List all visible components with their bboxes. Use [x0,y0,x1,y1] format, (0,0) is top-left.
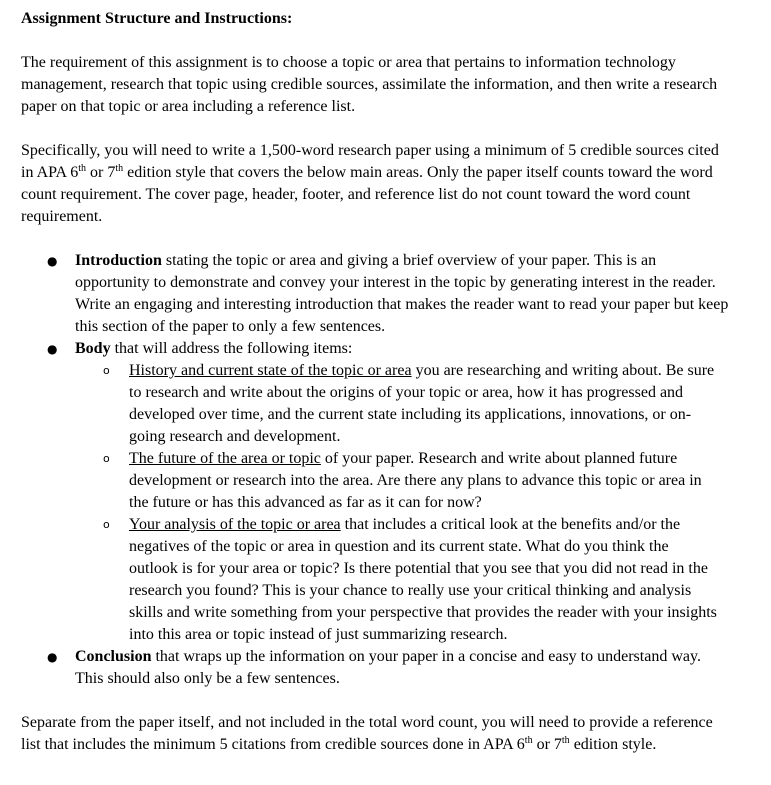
bullet-conclusion [21,646,729,690]
sub-item-history [75,360,717,448]
body-label: Body [75,340,111,357]
history-text: you are researching and writing about. Be sure to research and write about the origins of your topic or area, how it has progressed and developed over time, and the current state including its applications, innovations, or on-going research and development. [129,362,715,445]
main-bullet-list [21,250,761,690]
body-text: that will address the following items: [110,340,353,357]
analysis-text: that includes a critical look at the benefits and/or the negatives of the topic or area in question and its current state. What do you think the outlook is for your area or topic? Is there potential that you see that you did not read in the research you found? This is your chance to really use your critical thinking and analysis skills and write something from your perspective that provides the reader with your insights into this area or topic instead of just summarizing research. [129,516,717,643]
body-sub-list [75,360,729,646]
ref-superscript-1: th [524,735,533,746]
requirement-paragraph: The requirement of this assignment is to choose a topic or area that pertains to information technology management, research that topic using credible sources, assimilate the information, and then write a research paper on that topic or area including a reference list. [21,54,718,115]
analysis-underlined: Your analysis of the topic or area [129,516,341,533]
spec-superscript-2: th [115,163,124,174]
ref-superscript-2: th [561,735,570,746]
circle-bullet-icon: o [103,452,110,465]
section-heading: Assignment Structure and Instructions: [21,10,293,27]
spec-text-a: Specifically, you will need to write a 1,500-word research paper using a minimum of 5 credible sources cited in APA 6 [21,142,719,181]
ref-text-b: or 7 [532,736,562,753]
bullet-dot-icon: ● [47,342,58,356]
ref-text-a: Separate from the paper itself, and not included in the total word count, you will need to provide a reference list that includes the minimum 5 citations from credible sources done in APA 6 [21,714,713,753]
circle-bullet-icon: o [103,364,110,377]
bullet-body [21,338,729,646]
reference-paragraph [21,712,731,756]
ref-text-c: edition style. [569,736,657,753]
sub-item-analysis [75,514,717,646]
specification-paragraph [21,140,731,228]
future-underlined: The future of the area or topic [129,450,321,467]
bullet-dot-icon: ● [47,254,58,268]
conclusion-label: Conclusion [75,648,152,665]
introduction-text: stating the topic or area and giving a brief overview of your paper. This is an opportunity to demonstrate and convey your interest in the topic by generating interest in the reader. Write an engaging and interesting introduction that makes the reader want to read your paper but keep this section of the paper to only a few sentences. [75,252,729,335]
history-underlined: History and current state of the topic or area [129,362,412,379]
spec-text-c: edition style that covers the below main areas. Only the paper itself counts toward the word count requirement. The cover page, header, footer, and reference list do not count toward the word count requirement. [21,164,713,225]
circle-bullet-icon: o [103,518,110,531]
spec-superscript-1: th [78,163,86,174]
future-text: of your paper. Research and write about planned future development or research into the area. Are there any plans to advance this topic or area in the future or has this advanced as far as it can for now? [129,450,702,511]
document-page [21,8,761,778]
bullet-dot-icon: ● [47,650,58,664]
bullet-introduction [21,250,729,338]
sub-item-future [75,448,717,514]
conclusion-text: that wraps up the information on your paper in a concise and easy to understand way. This should also only be a few sentences. [75,648,701,687]
spec-text-b: or 7 [86,164,116,181]
introduction-label: Introduction [75,252,162,269]
